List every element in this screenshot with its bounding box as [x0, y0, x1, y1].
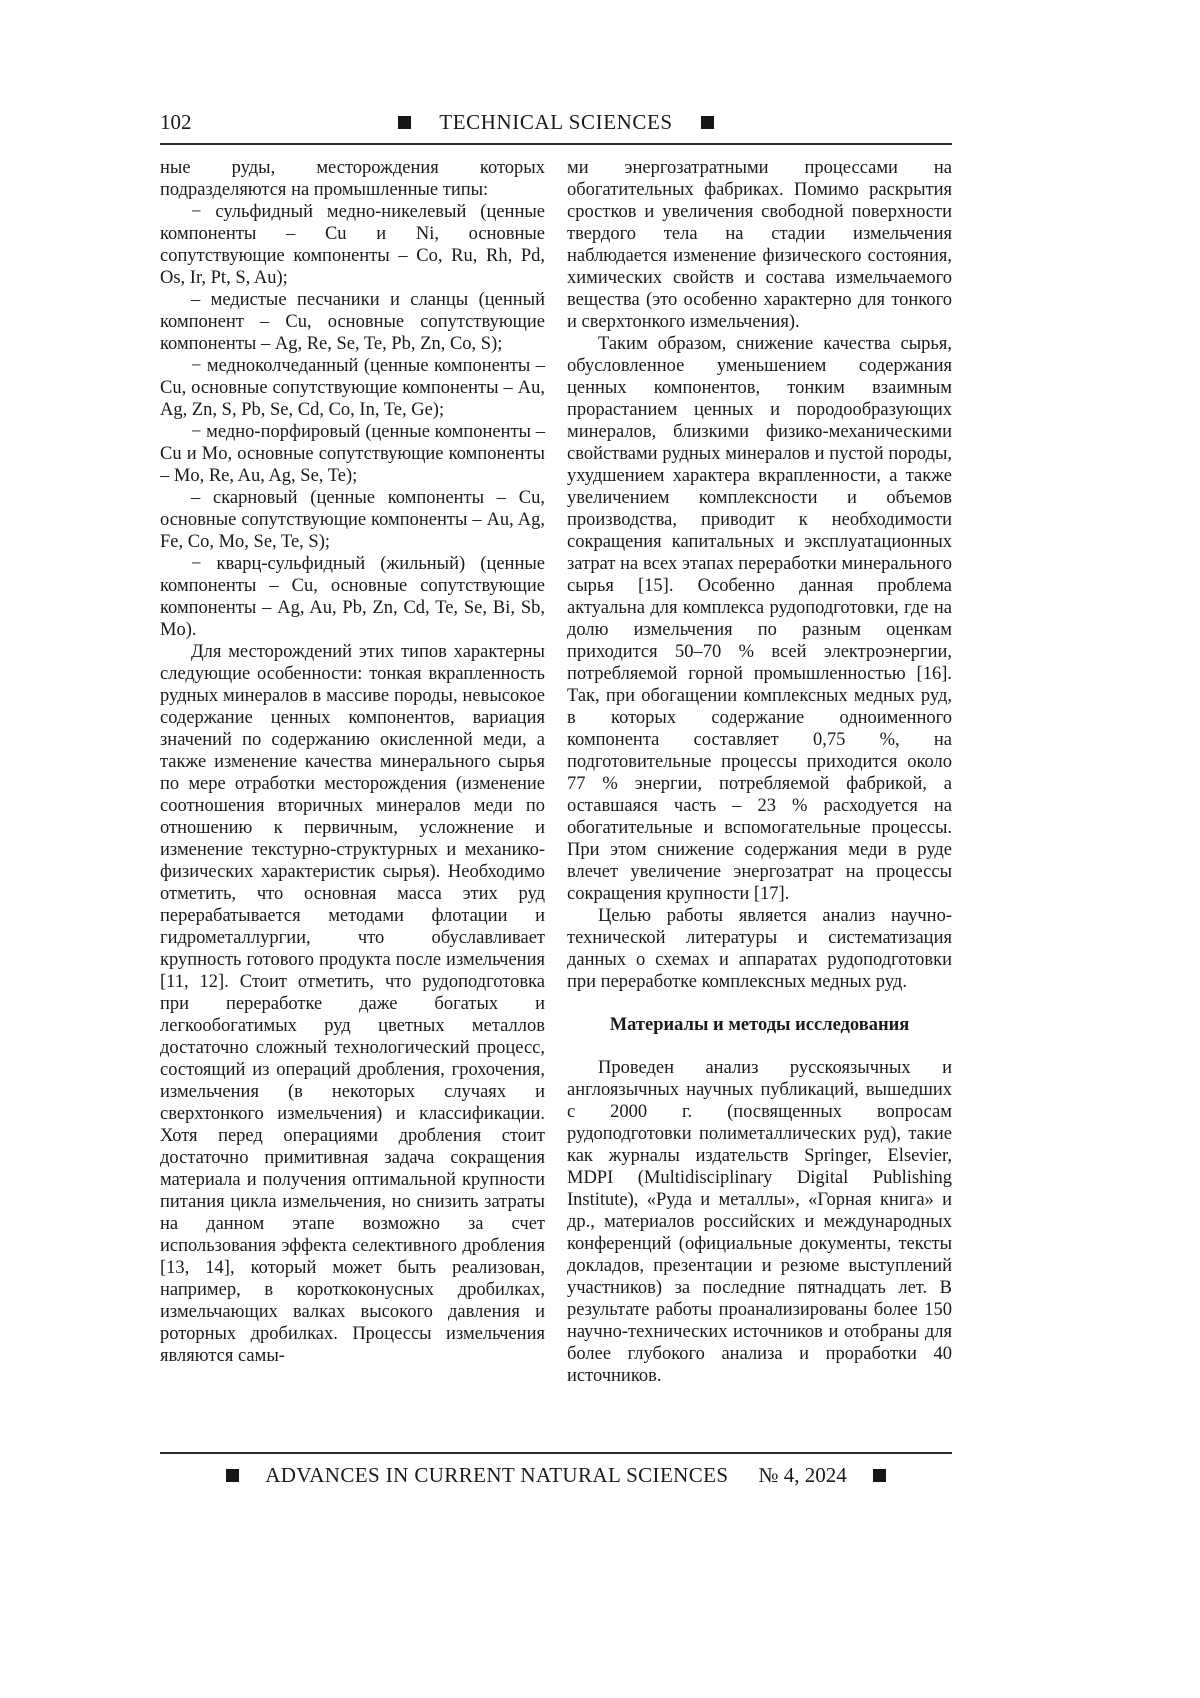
header-right-square-icon: [701, 116, 714, 129]
page-header: [160, 110, 952, 136]
paragraph: Таким образом, снижение качества сырья, обусловленное уменьшением содержания ценных компонентов, тонким взаимным прорастанием ценных и породообразующих минералов, близкими физико-механическими свойствами рудных минералов и пустой породы, ухудшением характера вкрапленности, а также увеличением комплексности и объемов производства, приводит к необходимости сокращения капитальных и эксплуатационных затрат на всех этапах переработки минерального сырья [15]. Особенно данная проблема актуальна для комплекса рудоподготовки, где на долю измельчения по разным оценкам приходится 50–70 % всей электроэнергии, потребляемой горной промышленностью [16]. Так, при обогащении комплексных медных руд, в которых содержание одноименного компонента составляет 0,75 %, на подготовительные процессы приходится около 77 % энергии, потребляемой фабрикой, а оставшаяся часть – 23 % расходуется на обогатительные и вспомогательные процессы. При этом снижение содержания меди в руде влечет увеличение энергозатрат на процессы сокращения крупности [17].: [567, 334, 952, 904]
list-item-paragraph: − кварц-сульфидный (жильный) (ценные компоненты – Cu, основные сопутствующие компоненты – Ag, Au, Pb, Zn, Cd, Te, Se, Bi, Sb, Mo).: [160, 554, 545, 640]
right-column: [567, 157, 952, 1445]
list-item-paragraph: − сульфидный медно-никелевый (ценные компоненты – Cu и Ni, основные сопутствующие компоненты – Co, Ru, Rh, Pd, Os, Ir, Pt, S, Au);: [160, 202, 545, 288]
footer-issue-number: № 4, 2024: [758, 1463, 847, 1487]
page-number: 102: [160, 110, 192, 134]
article-body: [160, 157, 952, 1445]
list-item-paragraph: – скарновый (ценные компоненты – Cu, основные сопутствующие компоненты – Au, Ag, Fe, Co, Mo, Se, Te, S);: [160, 488, 545, 552]
header-rule: [160, 143, 952, 145]
list-item-paragraph: − медноколчеданный (ценные компоненты – Cu, основные сопутствующие компоненты – Au, Ag, Zn, S, Pb, Se, Cd, Co, In, Te, Ge);: [160, 356, 545, 420]
section-heading: Материалы и методы исследования: [609, 1015, 910, 1035]
footer-left-square-icon: [226, 1469, 239, 1482]
footer-title-row: [160, 1463, 952, 1488]
list-item-paragraph: − медно-порфировый (ценные компоненты – Cu и Mo, основные сопутствующие компоненты – Mo, Re, Au, Ag, Se, Te);: [160, 422, 545, 486]
paragraph: ми энергозатратными процессами на обогатительных фабриках. Помимо раскрытия сростков и увеличения свободной поверхности твердого тела на стадии измельчения наблюдается изменение физического состояния, химических свойств и состава измельчаемого вещества (это особенно характерно для тонкого и сверхтонкого измельчения).: [567, 158, 952, 332]
list-item-paragraph: – медистые песчаники и сланцы (ценный компонент – Cu, основные сопутствующие компоненты – Ag, Re, Se, Te, Pb, Zn, Co, S);: [160, 290, 545, 354]
footer-rule: [160, 1452, 952, 1454]
header-left-square-icon: [398, 116, 411, 129]
header-title: TECHNICAL SCIENCES: [439, 110, 673, 134]
header-title-row: [160, 110, 952, 135]
page-footer: [160, 1452, 952, 1488]
left-column: [160, 157, 545, 1445]
paragraph: Целью работы является анализ научно-технической литературы и систематизация данных о схемах и аппаратах рудоподготовки при переработке комплексных медных руд.: [567, 906, 952, 992]
paragraph: Проведен анализ русскоязычных и англоязычных научных публикаций, вышедших с 2000 г. (посвященных вопросам рудоподготовки полиметаллических руд), такие как журналы издательств Springer, Elsevier, MDPI (Multidisciplinary Digital Publishing Institute), «Руда и металлы», «Горная книга» и др., материалов российских и международных конференций (официальные документы, тексты докладов, презентации и резюме выступлений участников) за последние пятнадцать лет. В результате работы проанализированы более 150 научно-технических источников и отобраны для более глубокого анализа и проработки 40 источников.: [567, 1058, 952, 1386]
paragraph: Для месторождений этих типов характерны следующие особенности: тонкая вкрапленность рудных минералов в массиве породы, невысокое содержание ценных компонентов, вариация значений по содержанию окисленной меди, а также изменение качества минерального сырья по мере отработки месторождения (изменение соотношения вторичных минералов меди по отношению к первичным, усложнение и изменение текстурно-структурных и механико-физических характеристик сырья). Необходимо отметить, что основная масса этих руд перерабатывается методами флотации и гидрометаллургии, что обуславливает крупность готового продукта после измельчения [11, 12]. Стоит отметить, что рудоподготовка при переработке даже богатых и легкообогатимых руд цветных металлов достаточно сложный технологический процесс, состоящий из операций дробления, грохочения, измельчения (в некоторых случаях и сверхтонкого измельчения) и классификации. Хотя перед операциями дробления стоит достаточно примитивная задача сокращения материала и получения оптимальной крупности питания цикла измельчения, но снизить затраты на данном этапе возможно за счет использования эффекта селективного дробления [13, 14], который может быть реализован, например, в короткоконусных дробилках, измельчающих валках высокого давления и роторных дробилках. Процессы измельчения являются самы-: [160, 642, 545, 1366]
footer-right-square-icon: [873, 1469, 886, 1482]
paragraph: ные руды, месторождения которых подразделяются на промышленные типы:: [160, 158, 545, 200]
footer-journal-title: ADVANCES IN CURRENT NATURAL SCIENCES: [265, 1463, 729, 1487]
journal-page: [160, 110, 952, 1488]
